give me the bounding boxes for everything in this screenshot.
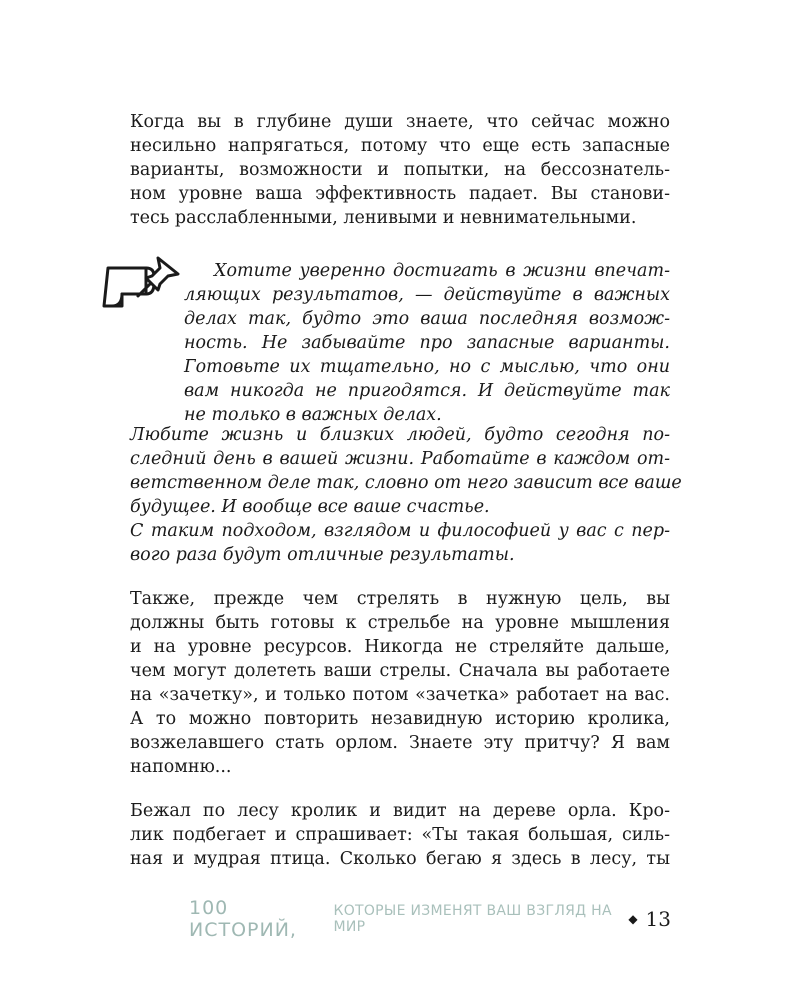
text-line: несильно напрягаться, потому что еще есть запасные: [130, 136, 670, 156]
italic-line: вого раза будут отличные результаты.: [130, 545, 515, 565]
paragraph-3: [130, 799, 670, 871]
book-title-strong: 100 ИСТОРИЙ,: [189, 897, 297, 941]
book-title-rest: КОТОРЫЕ ИЗМЕНЯТ ВАШ ВЗГЛЯД НА МИР: [333, 903, 612, 935]
paragraph-1: [130, 110, 670, 230]
italic-line: следний день в вашей жизни. Работайте в каждом от-: [130, 449, 670, 469]
text-line: Когда вы в глубине души знаете, что сейчас можно: [130, 112, 670, 132]
text-line: А то можно повторить незавидную историю кролика,: [130, 709, 670, 729]
page-footer: [189, 897, 671, 941]
quote-line: вам никогда не пригодятся. И действуйте так: [184, 381, 670, 401]
text-line: должны быть готовы к стрельбе на уровне мышления: [130, 613, 670, 633]
text-line: возжелавшего стать орлом. Знаете эту притчу? Я вам: [130, 733, 670, 753]
text-line: напомню...: [130, 757, 232, 777]
text-line: Также, прежде чем стрелять в нужную цель, вы: [130, 589, 670, 609]
text-line: ном уровне ваша эффективность падает. Вы станови-: [130, 184, 670, 204]
quote-line: ность. Не забывайте про запасные варианты.: [184, 333, 670, 353]
italic-line: Любите жизнь и близких людей, будто сегодня по-: [130, 425, 670, 445]
text-line: на «зачетку», и только потом «зачетка» работает на вас.: [130, 685, 670, 705]
quote-line: Готовьте их тщательно, но с мыслью, что они: [184, 357, 670, 377]
text-line: тесь расслабленными, ленивыми и невнимательными.: [130, 208, 637, 228]
quote-line: делах так, будто это ваша последняя возмож-: [184, 309, 670, 329]
italic-line: ветственном деле так, словно от него зависит все ваше: [130, 473, 682, 493]
text-line: лик подбегает и спрашивает: «Ты такая большая, силь-: [130, 825, 670, 845]
italic-line: будущее. И вообще все ваше счастье.: [130, 497, 490, 517]
quote-line: Хотите уверенно достигать в жизни впечат-: [214, 261, 670, 281]
paragraph-2: [130, 587, 670, 779]
quote-block: [184, 259, 670, 427]
text-line: чем могут долететь ваши стрелы. Сначала вы работаете: [130, 661, 670, 681]
italic-line: С таким подходом, взглядом и философией у вас с пер-: [130, 521, 670, 541]
quote-line: не только в важных делах.: [184, 405, 442, 425]
page-number: 13: [645, 907, 671, 931]
italic-paragraphs: [130, 423, 682, 567]
text-line: Бежал по лесу кролик и видит на дереве орла. Кро-: [130, 801, 670, 821]
quote-line: ляющих результатов, — действуйте в важных: [184, 285, 670, 305]
pinned-note-icon: [98, 254, 182, 318]
text-line: и на уровне ресурсов. Никогда не стреляйте дальше,: [130, 637, 670, 657]
separator-diamond-icon: ◆: [628, 912, 638, 926]
text-line: ная и мудрая птица. Сколько бегаю я здесь в лесу, ты: [130, 849, 670, 869]
text-line: варианты, возможности и попытки, на бессознатель-: [130, 160, 670, 180]
